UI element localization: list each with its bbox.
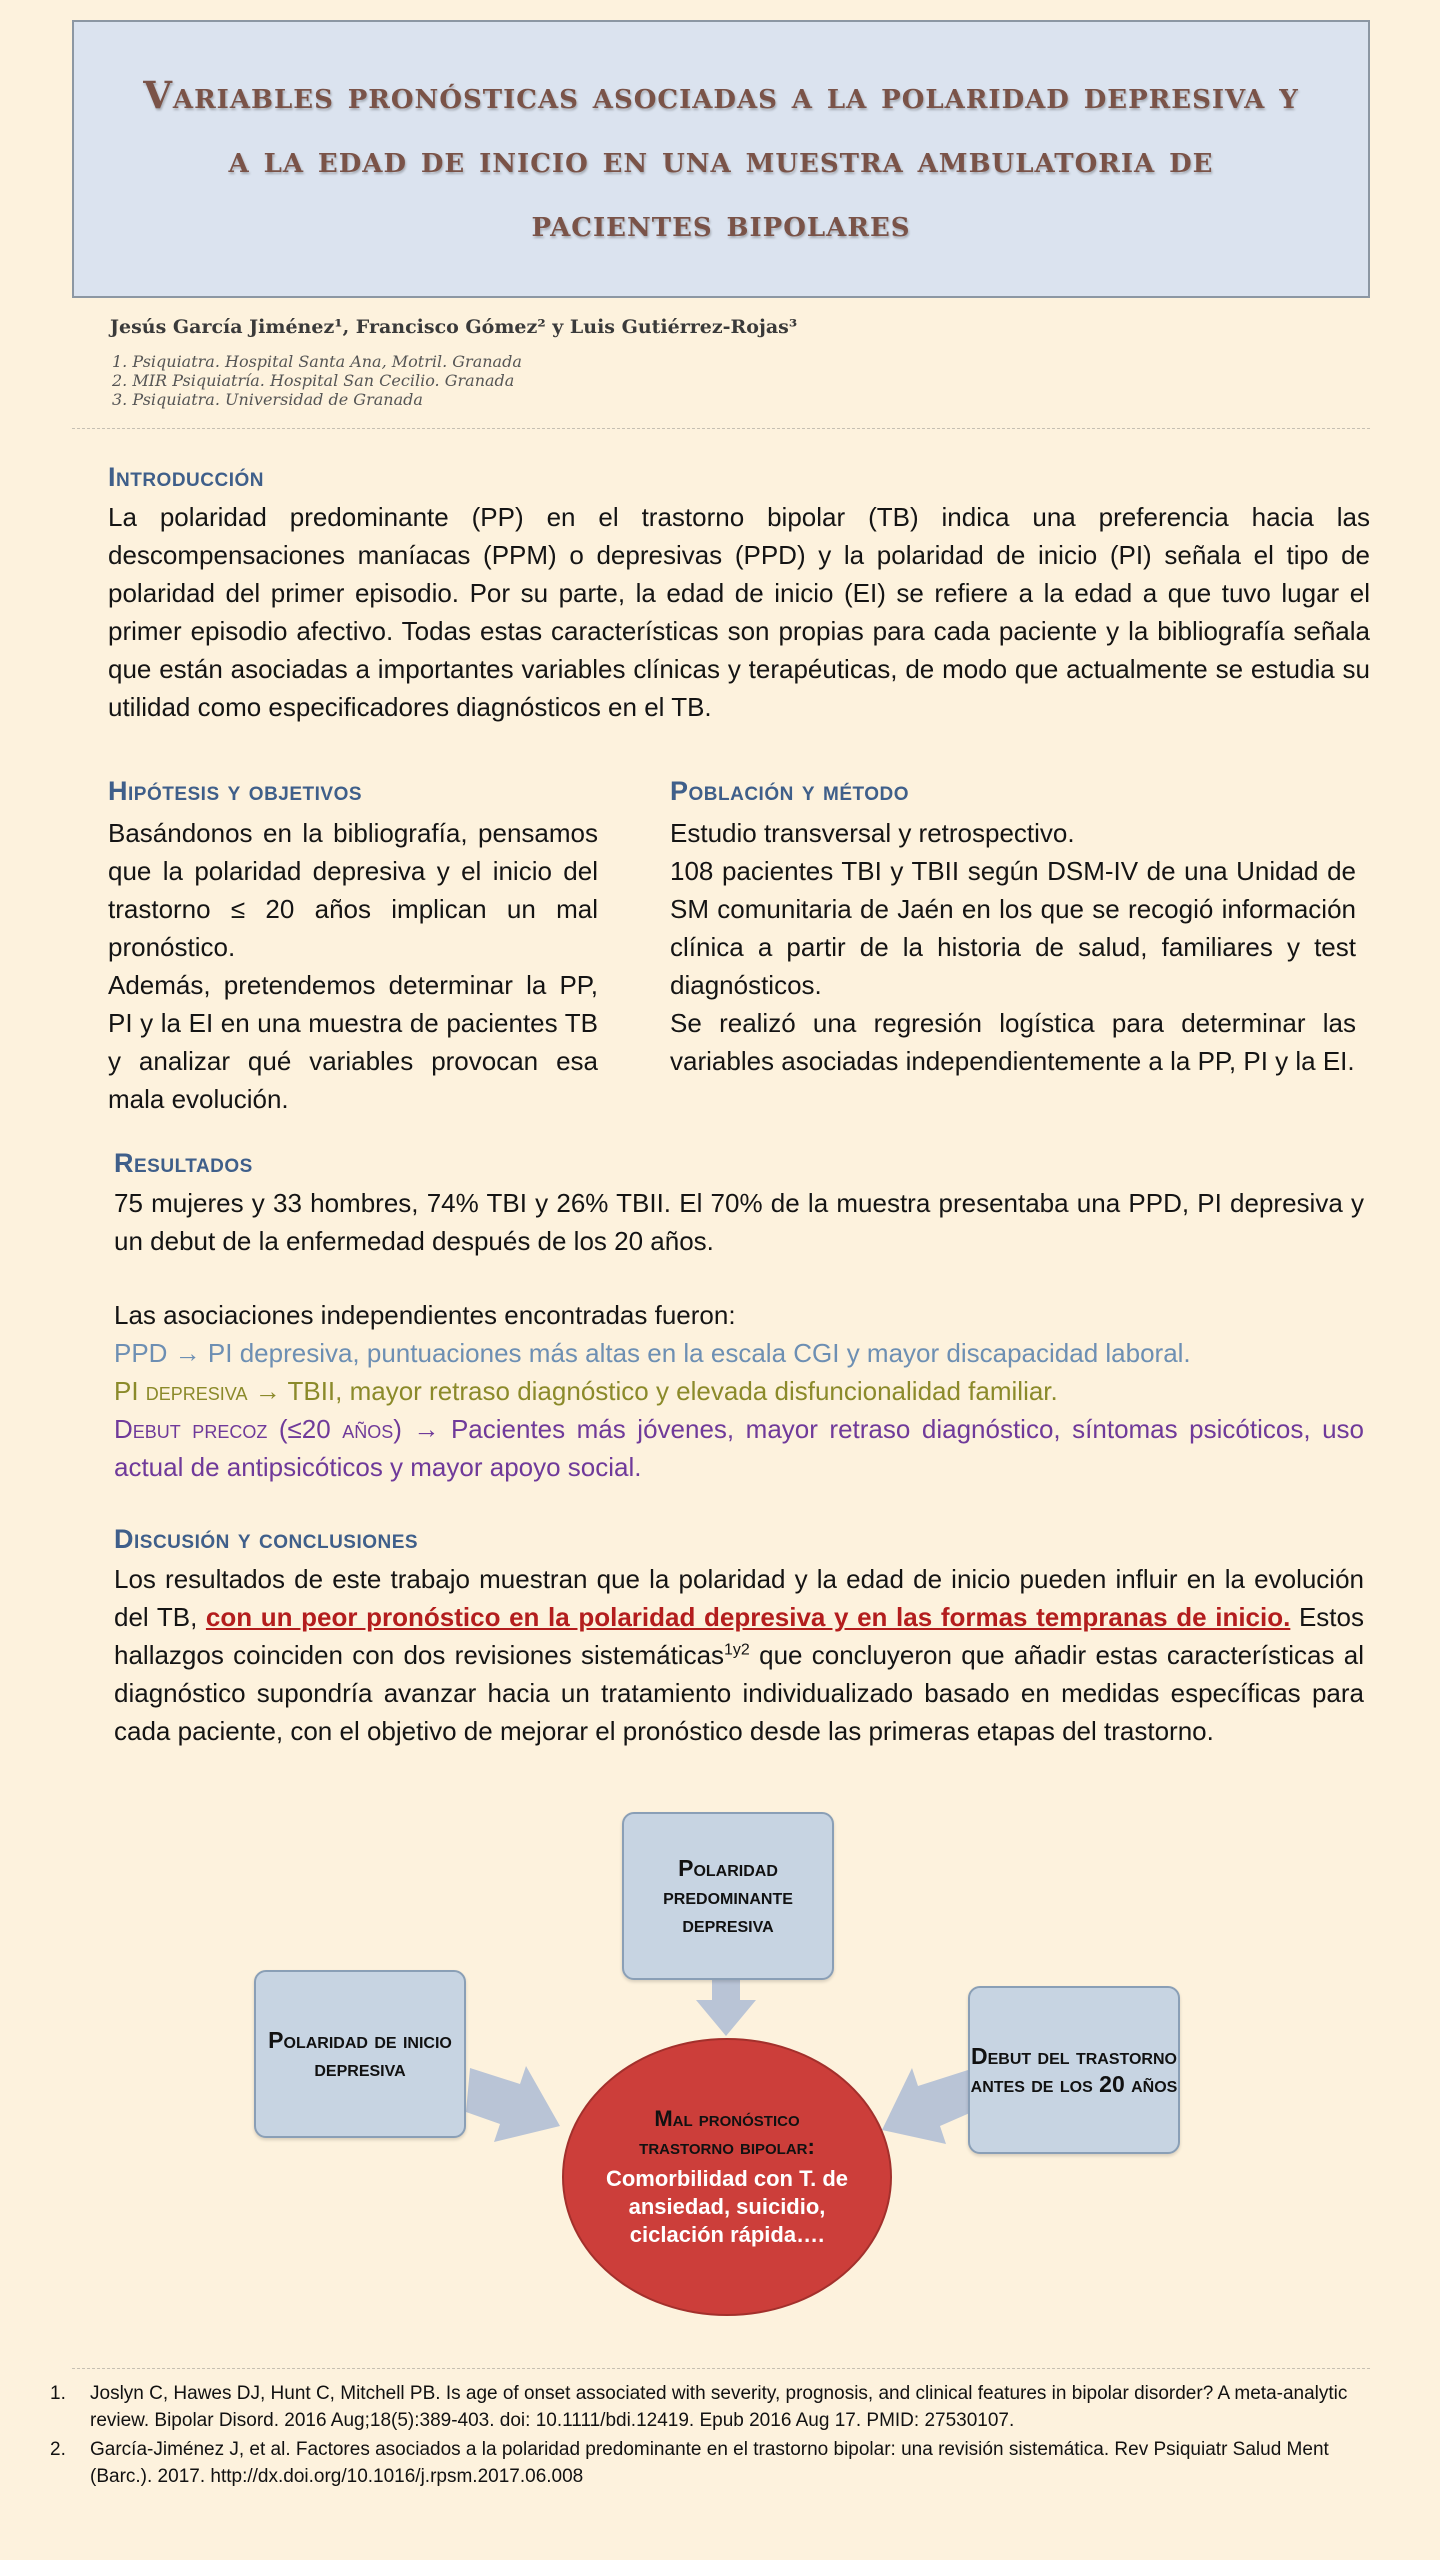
key-conclusion: con un peor pronóstico en la polaridad depresiva y en las formas tempranas de inicio. [205,1602,1291,1632]
poster-title: Variables pronósticas asociadas a la polaridad depresiva y a la edad de inicio en una muestra ambulatoria de pacientes bipolares [143,73,1299,245]
poblacion-p3: Se realizó una regresión logística para determinar las variables asociadas independientemente a la PP, PI y la EI. [670,1008,1356,1076]
node-debut-trastorno: Debut del trastorno antes de los 20 años [968,1986,1180,2154]
section-title-resultados: Resultados [114,1148,253,1178]
affiliation-3: 3. Psiquiatra. Universidad de Granada [112,390,423,409]
poblacion-p2: 108 pacientes TBI y TBII según DSM-IV de una Unidad de SM comunitaria de Jaén en los que se recogió información clínica a partir de la historia de salud, familiares y test diagnósticos. [670,856,1356,1000]
outcome-subtitle: Comorbilidad con T. de ansiedad, suicidio, ciclación rápida…. [605,2166,848,2247]
node-polaridad-inicio: Polaridad de inicio depresiva [254,1970,466,2138]
hipotesis-p1: Basándonos en la bibliografía, pensamos que la polaridad depresiva y el inicio del trastorno ≤ 20 años implican un mal pronóstico. [108,818,598,962]
resultados-line-ppd: PPD → PI depresiva, puntuaciones más altas en la escala CGI y mayor discapacidad laboral. [114,1338,1191,1368]
affiliation-1: 1. Psiquiatra. Hospital Santa Ana, Motril. Granada [112,352,522,371]
hipotesis-p2: Además, pretendemos determinar la PP, PI y la EI en una muestra de pacientes TB y analizar qué variables provocan esa mala evolución. [108,970,598,1114]
node-polaridad-predominante: Polaridad predominante depresiva [622,1812,834,1980]
outcome-title: Mal pronóstico trastorno bipolar: [639,2106,815,2159]
resultados-line-pi: PI depresiva → TBII, mayor retraso diagnóstico y elevada disfuncionalidad familiar. [114,1376,1058,1406]
introduccion-text: La polaridad predominante (PP) en el trastorno bipolar (TB) indica una preferencia hacia las descompensaciones maníacas (PPM) o depresivas (PPD) y la polaridad de inicio (PI) señala el tipo de polaridad del primer episodio. Por su parte, la edad de inicio (EI) se refiere a la edad a que tuvo lugar el primer episodio afectivo. Todas estas características son propias para cada paciente y la bibliografía señala que están asociadas a importantes variables clínicas y terapéuticas, de modo que actualmente se estudia su utilidad como especificadores diagnósticos en el TB. [108,502,1370,722]
references [50,2380,1390,2492]
arrow-left [466,2066,560,2142]
reference-2: 2. García-Jiménez J, et al. Factores asociados a la polaridad predominante en el trastorno bipolar: una revisión sistemática. Rev Psiquiatr Salud Ment (Barc.). 2017. http://dx.doi.org/10.1016/j.rpsm.2017.06.008 [50,2439,1329,2487]
section-title-introduccion: Introducción [108,462,264,492]
section-title-discusion: Discusión y conclusiones [114,1524,419,1554]
resultados-line-debut: Debut precoz (≤20 años) → Pacientes más jóvenes, mayor retraso diagnóstico, síntomas psicóticos, uso actual de antipsicóticos y mayor apoyo social. [114,1414,1364,1482]
resultados-p1: 75 mujeres y 33 hombres, 74% TBI y 26% TBII. El 70% de la muestra presentaba una PPD, PI depresiva y un debut de la enfermedad después de los 20 años. [114,1188,1364,1256]
arrow-right [882,2068,972,2144]
discusion-text: Los resultados de este trabajo muestran que la polaridad y la edad de inicio pueden influir en la evolución del TB, con un peor pronóstico en la polaridad depresiva y en las formas tempranas de inicio. Estos hallazgos coinciden con dos revisiones sistemáticas$^{1y2}$ que concluyeron que añadir estas características al diagnóstico supondría avanzar hacia un tratamiento individualizado basado en medidas específicas para cada paciente, con el objetivo de mejorar el pronóstico desde las primeras etapas del trastorno. [114,1564,1364,1746]
poblacion-p1: Estudio transversal y retrospectivo. [670,818,1075,848]
arrow-top [696,1980,756,2036]
references-divider [72,2368,1370,2369]
section-title-hipotesis: Hipótesis y objetivos [108,776,363,806]
resultados-intro: Las asociaciones independientes encontradas fueron: [114,1300,736,1330]
affiliation-2: 2. MIR Psiquiatría. Hospital San Cecilio. Granada [112,371,515,390]
authors: Jesús García Jiménez¹, Francisco Gómez² y Luis Gutiérrez-Rojas³ [110,316,798,338]
section-title-poblacion: Población y método [670,776,910,806]
node-mal-pronostico [562,2038,892,2316]
reference-1: 1. Joslyn C, Hawes DJ, Hunt C, Mitchell PB. Is age of onset associated with severity, prognosis, and clinical features in bipolar disorder? A meta-analytic review. Bipolar Disord. 2016 Aug;18(5):389-403. doi: 10.1111/bdi.12419. Epub 2016 Aug 17. PMID: 27530107. [50,2383,1348,2431]
